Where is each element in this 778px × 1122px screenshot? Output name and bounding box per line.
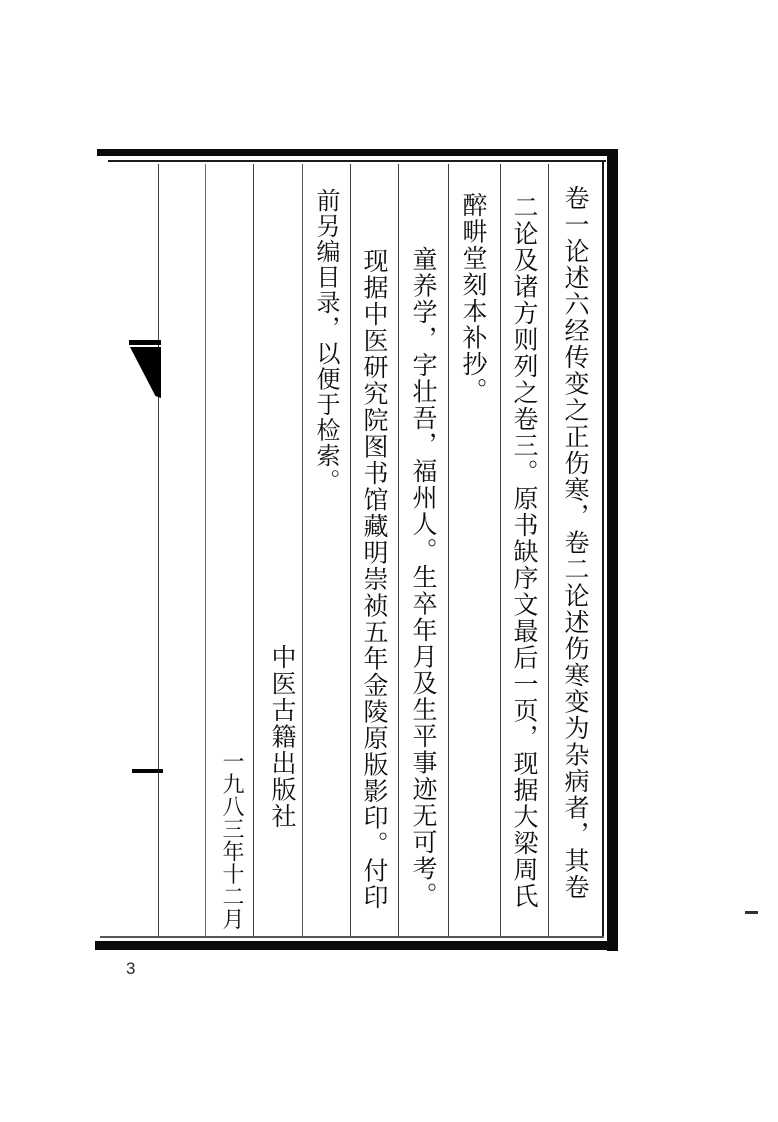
publication-date-column: 一九八三年十二月 bbox=[220, 750, 245, 930]
page-number: 3 bbox=[126, 959, 136, 978]
column-divider bbox=[158, 164, 159, 936]
text-column-6: 前另编目录，以便于检索。 bbox=[312, 188, 338, 494]
triangle-mark bbox=[130, 347, 161, 398]
column-divider bbox=[500, 164, 501, 936]
publisher-column: 中医古籍出版社 bbox=[268, 644, 295, 830]
frame-border-bottom-outer bbox=[95, 941, 618, 950]
frame-border-top-inner bbox=[108, 160, 606, 162]
text-column-3: 醉畊堂刻本补抄。 bbox=[459, 192, 486, 404]
frame-border-bottom-inner bbox=[100, 936, 604, 938]
frame-border-right-inner bbox=[602, 160, 604, 938]
column-divider bbox=[448, 164, 449, 936]
column-divider bbox=[350, 164, 351, 936]
column-divider bbox=[253, 164, 254, 936]
text-column-2: 二论及诸方则列之卷三。原书缺序文最后一页，现据大梁周氏 bbox=[510, 194, 537, 910]
right-dash-mark bbox=[745, 911, 758, 914]
left-dash-mark bbox=[132, 769, 163, 773]
column-divider bbox=[205, 164, 206, 936]
text-column-1: 卷一论述六经传变之正伤寒，卷二论述伤寒变为杂病者，其卷 bbox=[561, 185, 588, 901]
column-divider bbox=[398, 164, 399, 936]
text-column-4: 童养学，字壮吾，福州人。生卒年月及生平事迹无可考。 bbox=[409, 246, 436, 909]
column-divider bbox=[548, 164, 549, 936]
frame-border-right-outer bbox=[607, 151, 618, 951]
frame-border-top-outer bbox=[97, 149, 618, 156]
triangle-mark-bar bbox=[129, 340, 161, 345]
column-divider bbox=[302, 164, 303, 936]
text-column-5: 现据中医研究院图书馆藏明崇祯五年金陵原版影印。付印 bbox=[360, 248, 387, 911]
